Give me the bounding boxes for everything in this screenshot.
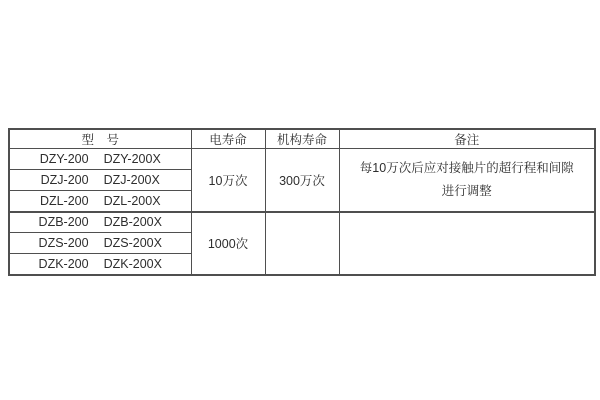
model-name-x: DZY-200X (103, 152, 161, 166)
col-header-model: 型 号 (9, 129, 191, 149)
mechanism-life-cell: 300万次 (265, 149, 339, 212)
electrical-life-cell: 10万次 (191, 149, 265, 212)
model-name-x: DZL-200X (103, 193, 161, 208)
model-name: DZY-200 (39, 152, 89, 166)
header-row (9, 129, 595, 149)
model-name: DZJ-200 (40, 173, 89, 187)
model-name: DZK-200 (38, 256, 89, 271)
electrical-life-cell: 1000次 (191, 212, 265, 275)
remarks-line-2: 进行调整 (441, 183, 492, 198)
model-cell (9, 191, 191, 212)
model-name-x: DZB-200X (103, 215, 162, 230)
model-name: DZL-200 (39, 193, 89, 208)
model-name-x: DZK-200X (103, 256, 162, 271)
model-name-x: DZS-200X (103, 236, 162, 250)
model-cell (9, 149, 191, 170)
remarks-cell (339, 149, 595, 212)
model-cell (9, 254, 191, 275)
model-name: DZS-200 (38, 236, 89, 250)
model-cell (9, 170, 191, 191)
mechanism-life-cell (265, 212, 339, 275)
table-row (9, 212, 595, 233)
remarks-cell (339, 212, 595, 275)
model-name-x: DZJ-200X (103, 173, 160, 187)
model-cell (9, 212, 191, 233)
model-name: DZB-200 (38, 215, 89, 230)
model-cell (9, 233, 191, 254)
col-header-remarks: 备注 (339, 129, 595, 149)
col-header-electrical-life: 电寿命 (191, 129, 265, 149)
col-header-mechanism-life: 机构寿命 (265, 129, 339, 149)
relay-life-spec-table (8, 128, 596, 276)
remarks-line-1: 每10万次后应对接触片的超行程和间隙 (359, 160, 574, 175)
table-row (9, 149, 595, 170)
